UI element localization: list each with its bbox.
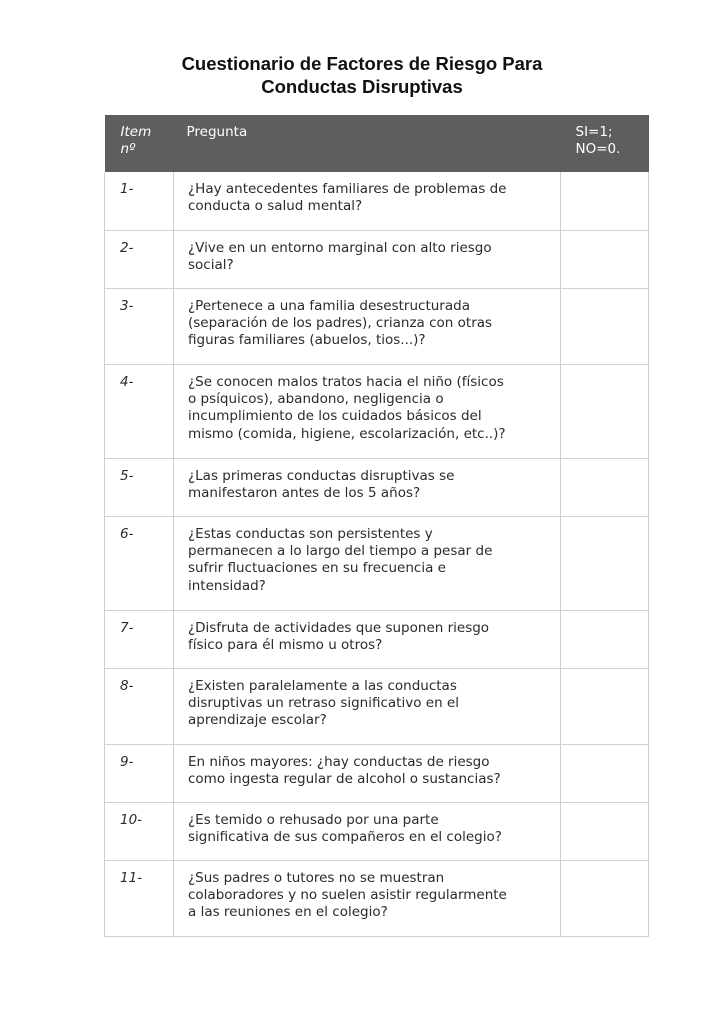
question-line: mismo (comida, higiene, escolarización, etc..)? — [188, 425, 506, 442]
question-line: ¿Las primeras conductas disruptivas se — [188, 467, 455, 484]
question-text — [174, 860, 561, 936]
question-line: significativa de sus compañeros en el colegio? — [188, 828, 502, 845]
table-row — [105, 802, 649, 860]
question-text — [174, 668, 561, 744]
question-line: ¿Es temido o rehusado por una parte — [188, 811, 439, 828]
table-row — [105, 610, 649, 668]
questionnaire-table — [104, 115, 649, 937]
title-line-1: Cuestionario de Factores de Riesgo Para — [181, 53, 543, 74]
question-line: o psíquicos), abandono, negligencia o — [188, 390, 444, 407]
item-number: 1- — [105, 172, 174, 230]
item-number: 6- — [105, 516, 174, 610]
answer-cell[interactable] — [561, 516, 649, 610]
table-header-row — [105, 115, 649, 172]
answer-cell[interactable] — [561, 860, 649, 936]
item-number: 11- — [105, 860, 174, 936]
answer-cell[interactable] — [561, 288, 649, 364]
answer-cell[interactable] — [561, 458, 649, 516]
question-line: ¿Pertenece a una familia desestructurada — [188, 297, 470, 314]
table-row — [105, 744, 649, 802]
question-line: como ingesta regular de alcohol o sustancias? — [188, 770, 501, 787]
question-line: ¿Vive en un entorno marginal con alto riesgo — [188, 239, 492, 256]
header-item-number — [105, 115, 174, 172]
question-line: disruptivas un retraso significativo en el — [188, 694, 459, 711]
question-line: figuras familiares (abuelos, tios...)? — [188, 332, 426, 349]
question-line: sufrir fluctuaciones en su frecuencia e — [188, 560, 446, 577]
question-line: aprendizaje escolar? — [188, 712, 327, 729]
question-text — [174, 516, 561, 610]
question-line: ¿Se conocen malos tratos hacia el niño (físicos — [188, 373, 504, 390]
table-row — [105, 288, 649, 364]
question-text — [174, 288, 561, 364]
question-text — [174, 230, 561, 288]
header-answer-yes: SI=1; — [575, 124, 613, 140]
question-line: permanecen a lo largo del tiempo a pesar de — [188, 542, 493, 559]
question-text — [174, 802, 561, 860]
question-line: manifestaron antes de los 5 años? — [188, 484, 421, 501]
question-text — [174, 744, 561, 802]
question-line: (separación de los padres), crianza con otras — [188, 314, 493, 331]
question-text — [174, 172, 561, 230]
question-line: ¿Existen paralelamente a las conductas — [188, 677, 457, 694]
question-line: ¿Hay antecedentes familiares de problemas de — [188, 181, 507, 197]
answer-cell[interactable] — [561, 230, 649, 288]
item-number: 9- — [105, 744, 174, 802]
question-line: colaboradores y no suelen asistir regularmente — [188, 886, 507, 903]
question-line: intensidad? — [188, 577, 266, 594]
item-number: 5- — [105, 458, 174, 516]
document-title — [0, 52, 724, 98]
question-text — [174, 364, 561, 458]
question-line: En niños mayores: ¿hay conductas de riesgo — [188, 753, 490, 770]
item-number: 2- — [105, 230, 174, 288]
title-line-2: Conductas Disruptivas — [261, 76, 463, 97]
item-number: 10- — [105, 802, 174, 860]
question-line: conducta o salud mental? — [188, 198, 363, 215]
item-number: 3- — [105, 288, 174, 364]
table-row — [105, 860, 649, 936]
table-row — [105, 458, 649, 516]
header-item-label: Item — [120, 124, 152, 140]
question-line: ¿Disfruta de actividades que suponen riesgo — [188, 619, 490, 636]
header-answer-no: NO=0. — [575, 141, 621, 157]
question-text — [174, 458, 561, 516]
answer-cell[interactable] — [561, 802, 649, 860]
table-row — [105, 172, 649, 230]
question-line: físico para él mismo u otros? — [188, 636, 383, 653]
answer-cell[interactable] — [561, 172, 649, 230]
answer-cell[interactable] — [561, 610, 649, 668]
table-row — [105, 516, 649, 610]
header-question: Pregunta — [186, 124, 248, 140]
header-item-no-label: nº — [120, 141, 136, 157]
table-row — [105, 668, 649, 744]
header-answer — [561, 115, 649, 172]
question-line: ¿Estas conductas son persistentes y — [188, 525, 433, 542]
question-line: ¿Sus padres o tutores no se muestran — [188, 869, 445, 886]
question-line: a las reuniones en el colegio? — [188, 904, 388, 921]
answer-cell[interactable] — [561, 744, 649, 802]
answer-cell[interactable] — [561, 668, 649, 744]
table-row — [105, 364, 649, 458]
table-row — [105, 230, 649, 288]
question-line: incumplimiento de los cuidados básicos del — [188, 408, 482, 425]
item-number: 8- — [105, 668, 174, 744]
item-number: 7- — [105, 610, 174, 668]
item-number: 4- — [105, 364, 174, 458]
question-line: social? — [188, 256, 234, 273]
answer-cell[interactable] — [561, 364, 649, 458]
question-text — [174, 610, 561, 668]
